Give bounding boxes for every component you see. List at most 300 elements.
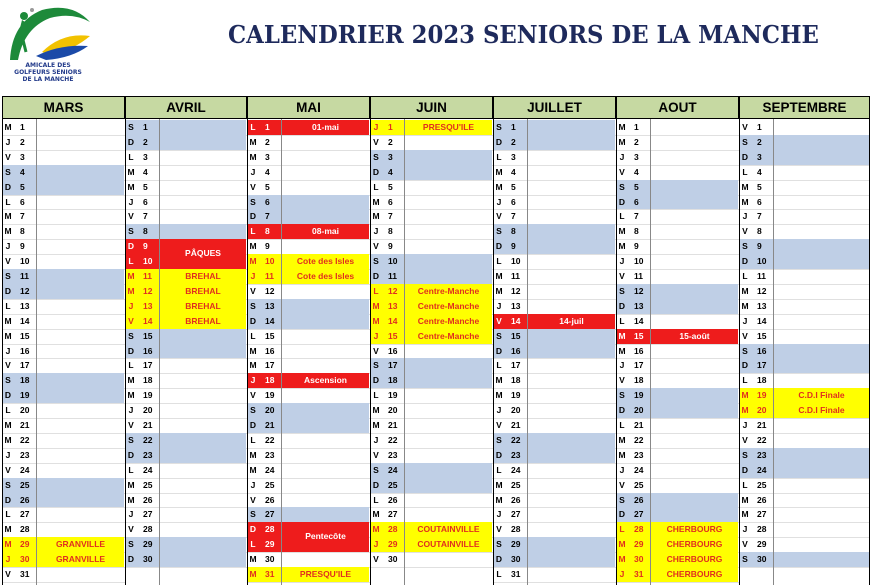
day-number: 13	[137, 299, 159, 314]
weekday-letter: V	[128, 211, 134, 222]
weekday-letter: S	[370, 358, 382, 373]
weekday-letter: M	[4, 211, 12, 222]
day-row	[739, 537, 870, 552]
weekday-letter: J	[247, 269, 259, 284]
day-number: 9	[388, 241, 393, 252]
event-label	[774, 507, 869, 522]
weekday-letter: D	[616, 195, 628, 210]
day-row	[125, 180, 247, 195]
day-row	[493, 388, 616, 403]
event-label	[160, 522, 246, 537]
day-number: 16	[751, 344, 773, 359]
day-number: 15	[20, 330, 30, 341]
day-number: 13	[511, 300, 521, 311]
weekday-letter: V	[5, 151, 11, 162]
day-row	[247, 552, 370, 567]
day-row	[125, 358, 247, 373]
day-number: 28	[143, 524, 153, 535]
day-row	[370, 344, 493, 359]
day-number: 9	[265, 241, 270, 252]
day-number: 5	[628, 180, 650, 195]
day-row	[125, 224, 247, 239]
day-row	[616, 522, 739, 537]
weekday-letter: J	[619, 151, 625, 162]
day-number: 5	[757, 181, 762, 192]
day-number: 29	[137, 537, 159, 552]
event-label	[651, 195, 738, 210]
day-row	[125, 433, 247, 448]
day-number: 30	[751, 552, 773, 567]
weekday-letter: S	[370, 150, 382, 165]
weekday-letter: L	[496, 569, 502, 579]
day-row	[125, 448, 247, 463]
day-number: 22	[505, 433, 527, 448]
event-label	[774, 314, 869, 329]
day-row	[2, 299, 125, 314]
weekday-letter: D	[247, 522, 259, 537]
weekday-letter: S	[616, 180, 628, 195]
event-label	[160, 358, 246, 373]
month-column-aout	[616, 96, 739, 585]
event-label	[774, 522, 869, 537]
weekday-letter: J	[128, 196, 134, 207]
day-row	[739, 209, 870, 224]
day-row	[2, 150, 125, 165]
event-label	[774, 537, 869, 552]
event-label	[160, 478, 246, 493]
weekday-letter: L	[742, 271, 748, 281]
day-number: 26	[511, 494, 521, 505]
weekday-letter: M	[127, 166, 135, 177]
weekday-letter: M	[495, 375, 503, 386]
day-number: 3	[143, 151, 148, 162]
weekday-letter: L	[5, 509, 11, 520]
weekday-letter: L	[250, 434, 256, 445]
day-number: 4	[143, 166, 148, 177]
weekday-letter: J	[742, 315, 748, 326]
day-row	[370, 358, 493, 373]
event-label	[774, 254, 869, 269]
weekday-letter: J	[619, 360, 625, 371]
day-number: 6	[388, 196, 393, 207]
event-label: Centre-Manche	[405, 284, 492, 299]
event-label	[160, 507, 246, 522]
day-number: 19	[388, 390, 398, 401]
weekday-letter: V	[742, 434, 748, 445]
weekday-letter: J	[370, 329, 382, 344]
event-label	[651, 507, 738, 522]
day-row	[616, 284, 739, 299]
day-row	[739, 448, 870, 463]
event-label: Cote des Isles	[282, 269, 369, 284]
event-label: BREHAL	[160, 299, 246, 314]
event-label: GRANVILLE	[37, 537, 124, 552]
day-number: 6	[757, 196, 762, 207]
weekday-letter: V	[496, 211, 502, 222]
day-number: 4	[634, 166, 639, 177]
event-label	[528, 493, 615, 508]
weekday-letter: V	[128, 420, 134, 430]
day-row	[247, 195, 370, 210]
weekday-letter: J	[373, 434, 379, 445]
day-row	[2, 329, 125, 344]
weekday-letter: S	[125, 537, 137, 552]
weekday-letter: L	[496, 151, 502, 162]
day-number: 31	[20, 569, 30, 579]
day-number: 2	[751, 135, 773, 150]
weekday-letter: D	[493, 344, 505, 359]
day-number: 17	[511, 360, 521, 371]
day-row	[2, 373, 125, 388]
day-number: 11	[259, 269, 281, 284]
day-row	[2, 388, 125, 403]
weekday-letter: M	[618, 241, 626, 252]
day-number: 24	[20, 464, 30, 475]
day-row	[2, 463, 125, 478]
day-row	[2, 537, 125, 552]
weekday-letter: V	[373, 554, 379, 565]
weekday-letter: V	[496, 420, 502, 430]
day-number: 29	[14, 537, 36, 552]
event-label	[160, 433, 246, 448]
day-row	[2, 507, 125, 522]
event-label	[160, 195, 246, 210]
day-number: 6	[259, 195, 281, 210]
event-label	[160, 209, 246, 224]
weekday-letter: D	[493, 448, 505, 463]
event-label	[528, 522, 615, 537]
day-number: 5	[265, 181, 270, 192]
day-row	[739, 314, 870, 329]
day-row	[247, 448, 370, 463]
day-number: 29	[259, 537, 281, 552]
day-number: 9	[20, 241, 25, 252]
weekday-letter: M	[741, 181, 749, 192]
day-number: 22	[265, 434, 275, 445]
day-row	[616, 463, 739, 478]
day-number: 13	[20, 300, 30, 311]
day-row	[247, 567, 370, 582]
day-row	[247, 239, 370, 254]
day-row	[370, 120, 493, 135]
day-number: 3	[751, 150, 773, 165]
day-row	[2, 418, 125, 433]
event-label	[282, 388, 369, 403]
day-row	[616, 239, 739, 254]
event-label	[651, 180, 738, 195]
event-label	[37, 507, 124, 522]
weekday-letter: S	[125, 433, 137, 448]
weekday-letter: V	[250, 390, 256, 401]
weekday-letter: D	[739, 358, 751, 373]
day-row	[616, 552, 739, 567]
day-row	[493, 567, 616, 582]
weekday-letter: V	[5, 360, 11, 371]
weekday-letter: V	[5, 464, 11, 475]
day-number: 3	[20, 151, 25, 162]
weekday-letter: S	[370, 463, 382, 478]
day-number: 28	[20, 524, 30, 535]
day-number: 5	[511, 181, 516, 192]
day-row	[125, 284, 247, 299]
event-label	[528, 567, 615, 582]
day-number: 15	[505, 329, 527, 344]
weekday-letter: D	[125, 239, 137, 254]
weekday-letter: M	[4, 315, 12, 326]
weekday-letter: J	[496, 196, 502, 207]
event-label: Pentecôte	[282, 522, 369, 552]
day-row	[616, 418, 739, 433]
weekday-letter: D	[370, 373, 382, 388]
day-number: 25	[382, 478, 404, 493]
weekday-letter: M	[618, 434, 626, 445]
weekday-letter: S	[125, 224, 137, 239]
day-row	[370, 418, 493, 433]
weekday-letter: M	[618, 136, 626, 147]
weekday-letter: L	[128, 151, 134, 162]
event-label	[160, 120, 246, 135]
weekday-letter: V	[250, 285, 256, 296]
day-row	[616, 358, 739, 373]
event-label	[774, 150, 869, 165]
day-row	[493, 493, 616, 508]
event-label	[37, 224, 124, 239]
event-label: Ascension	[282, 373, 369, 388]
day-number: 26	[628, 493, 650, 508]
day-number: 6	[143, 196, 148, 207]
day-row	[739, 284, 870, 299]
day-row	[739, 507, 870, 522]
weekday-letter: M	[370, 522, 382, 537]
weekday-letter: S	[616, 388, 628, 403]
weekday-letter: M	[127, 494, 135, 505]
day-row	[2, 224, 125, 239]
day-number: 18	[14, 373, 36, 388]
weekday-letter: M	[495, 494, 503, 505]
day-row	[2, 552, 125, 567]
weekday-letter: S	[2, 478, 14, 493]
event-label	[528, 344, 615, 359]
day-number: 12	[137, 284, 159, 299]
day-row	[739, 418, 870, 433]
day-number: 7	[259, 209, 281, 224]
event-label: 14-juil	[528, 314, 615, 329]
day-row	[247, 254, 370, 269]
weekday-letter: J	[2, 552, 14, 567]
weekday-letter: V	[742, 226, 748, 237]
day-row	[125, 344, 247, 359]
weekday-letter: D	[247, 209, 259, 224]
day-number: 29	[382, 537, 404, 552]
day-number: 2	[634, 136, 639, 147]
event-label	[160, 463, 246, 478]
day-number: 27	[757, 509, 767, 520]
day-number: 12	[511, 285, 521, 296]
event-label	[282, 344, 369, 359]
day-number: 29	[757, 539, 767, 550]
day-number: 26	[143, 494, 153, 505]
day-number: 23	[20, 449, 30, 460]
day-row	[2, 403, 125, 418]
day-number: 30	[265, 554, 275, 565]
weekday-letter: L	[128, 360, 134, 371]
weekday-letter: J	[128, 405, 134, 416]
event-label	[528, 329, 615, 344]
event-label	[282, 403, 369, 418]
event-label	[405, 478, 492, 493]
weekday-letter: V	[250, 181, 256, 192]
weekday-letter: J	[742, 211, 748, 222]
day-row	[493, 239, 616, 254]
day-number: 10	[751, 254, 773, 269]
event-label	[160, 493, 246, 508]
event-label	[160, 373, 246, 388]
day-row	[370, 239, 493, 254]
day-row	[370, 269, 493, 284]
weekday-letter: M	[739, 388, 751, 403]
weekday-letter: L	[742, 479, 748, 490]
event-label	[282, 180, 369, 195]
day-row	[247, 224, 370, 239]
event-label	[651, 403, 738, 418]
event-label: PRESQU'ILE	[405, 120, 492, 135]
weekday-letter: M	[741, 196, 749, 207]
event-label	[528, 135, 615, 150]
day-row	[247, 522, 370, 542]
day-row	[247, 299, 370, 314]
day-row	[493, 269, 616, 284]
day-row	[2, 135, 125, 150]
weekday-letter: L	[496, 256, 502, 267]
day-number: 17	[143, 360, 153, 371]
weekday-letter: M	[618, 122, 626, 132]
weekday-letter: V	[373, 345, 379, 356]
event-label	[651, 314, 738, 329]
weekday-letter: J	[5, 136, 11, 147]
event-label	[528, 537, 615, 552]
event-label	[774, 209, 869, 224]
event-label	[528, 209, 615, 224]
day-row	[125, 507, 247, 522]
weekday-letter: D	[247, 314, 259, 329]
weekday-letter: V	[373, 449, 379, 460]
day-number: 16	[20, 345, 30, 356]
day-row	[739, 180, 870, 195]
event-label	[282, 135, 369, 150]
weekday-letter: M	[739, 403, 751, 418]
weekday-letter: S	[2, 269, 14, 284]
day-row	[2, 344, 125, 359]
day-number: 8	[388, 226, 393, 237]
day-row	[370, 254, 493, 269]
day-row	[370, 522, 493, 537]
day-row	[2, 195, 125, 210]
event-label	[774, 299, 869, 314]
weekday-letter: M	[4, 226, 12, 237]
weekday-letter: M	[618, 449, 626, 460]
day-row	[739, 433, 870, 448]
day-row	[739, 373, 870, 388]
weekday-letter: L	[5, 300, 11, 311]
day-row	[616, 567, 739, 582]
day-row	[247, 344, 370, 359]
event-label: BREHAL	[160, 284, 246, 299]
day-number: 16	[388, 345, 398, 356]
weekday-letter: D	[370, 269, 382, 284]
day-number: 19	[143, 390, 153, 401]
day-row	[125, 135, 247, 150]
day-number: 20	[751, 403, 773, 418]
event-label	[160, 329, 246, 344]
event-label	[405, 254, 492, 269]
day-number: 15	[757, 330, 767, 341]
event-label	[37, 448, 124, 463]
weekday-letter: D	[2, 284, 14, 299]
day-number: 7	[388, 211, 393, 222]
day-number: 24	[751, 463, 773, 478]
day-row	[739, 522, 870, 537]
weekday-letter: J	[496, 405, 502, 416]
logo-line-2: GOLFEURS SENIORS	[14, 69, 82, 76]
day-row	[616, 537, 739, 552]
event-label	[282, 507, 369, 522]
day-number: 10	[634, 256, 644, 267]
weekday-letter: S	[247, 195, 259, 210]
event-label	[405, 433, 492, 448]
day-row	[616, 507, 739, 522]
day-number: 14	[757, 315, 767, 326]
day-number: 22	[137, 433, 159, 448]
event-label	[282, 493, 369, 508]
weekday-letter: M	[372, 196, 380, 207]
event-label	[282, 299, 369, 314]
day-row	[370, 180, 493, 195]
weekday-letter: L	[496, 360, 502, 371]
event-label: Centre-Manche	[405, 299, 492, 314]
day-number: 23	[751, 448, 773, 463]
day-number: 24	[634, 464, 644, 475]
month-header: JUIN	[370, 96, 493, 119]
event-label	[774, 493, 869, 508]
weekday-letter: V	[742, 539, 748, 550]
event-label	[405, 135, 492, 150]
event-label	[774, 344, 869, 359]
event-label	[282, 552, 369, 567]
day-row	[370, 209, 493, 224]
day-number: 11	[137, 269, 159, 284]
event-label	[528, 433, 615, 448]
event-label	[405, 448, 492, 463]
weekday-letter: M	[616, 552, 628, 567]
event-label	[37, 358, 124, 373]
day-number: 10	[137, 254, 159, 269]
day-number: 12	[382, 284, 404, 299]
day-number: 30	[388, 554, 398, 565]
event-label	[37, 418, 124, 433]
day-row	[616, 344, 739, 359]
day-number: 3	[265, 151, 270, 162]
weekday-letter: S	[247, 299, 259, 314]
day-row	[247, 165, 370, 180]
day-row	[370, 388, 493, 403]
day-number: 7	[511, 211, 516, 222]
day-row	[493, 209, 616, 224]
weekday-letter: V	[619, 271, 625, 281]
day-row	[739, 165, 870, 180]
weekday-letter: L	[5, 196, 11, 207]
weekday-letter: D	[247, 418, 259, 433]
weekday-letter: V	[742, 122, 748, 132]
